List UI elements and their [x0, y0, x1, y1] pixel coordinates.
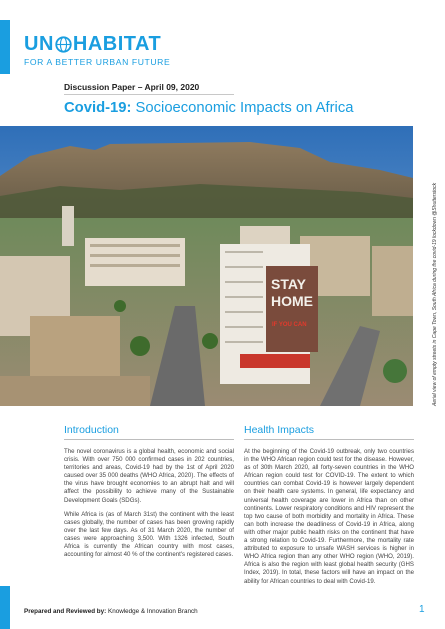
billboard-line1: STAY — [271, 276, 307, 292]
paper-label: Discussion Paper – April 09, 2020 — [64, 82, 200, 92]
cover-photo — [0, 126, 413, 406]
logo-tagline: FOR A BETTER URBAN FUTURE — [24, 57, 171, 67]
billboard-line3: IF YOU CAN — [272, 322, 307, 328]
billboard-line2: HOME — [271, 293, 313, 309]
footer-label-rest: Knowledge & Innovation Branch — [106, 608, 198, 615]
accent-bar-bottom — [0, 586, 10, 629]
intro-paragraph-2: While Africa is (as of March 31st) the continent with the least cases globally, the number of cases has been growing rapidly over the last few days. As of 31 March 2020, the number of cases were approaching 3,500. With 1326 infected, South Africa is currently the African country with most cases, accounting for almost 40 % of the continent's registered cases. — [64, 510, 234, 559]
health-column — [244, 448, 414, 592]
title-bold: Covid-19: — [64, 100, 132, 116]
title-rest: Socioeconomic Impacts on Africa — [131, 100, 354, 116]
footer-label-bold: Prepared and Reviewed by: — [24, 608, 107, 615]
intro-column — [64, 448, 234, 565]
footer-credit — [24, 608, 198, 615]
intro-divider — [64, 439, 234, 440]
health-paragraph-1: At the beginning of the Covid-19 outbreak, only two countries in the WHO African region could test for the disease. However, as of 30th March 2020, all forty-seven countries in the WHO African region could test for COVID-19. The extent to which countries can combat Covid-19 is however largely dependent on their health care systems. In general, life expectancy and universal health coverage are lower in Africa than on other continents. Lower respiratory conditions and HIV represent the top two cause of both morbidity and mortality in Africa. These can both increase the deadliness of Covid-19 in Africa, along with other major public health risks on the continent that have a strong relation to Covid-19. Furthermore, the mortality rate attributed to exposure to unsafe WASH services is higher in WHO Africa region than any other WHO region (WHO, 2019). Africa is also the region with least global health security (GHS Index, 2019). In total, these factors will have an impact on the ability for African countries to deal with Covid-19. — [244, 448, 414, 585]
logo-text-un: UN — [24, 33, 54, 55]
intro-heading: Introduction — [64, 424, 119, 436]
intro-paragraph-1: The novel coronavirus is a global health, economic and social crisis. With over 750 000 confirmed cases in 202 countries, territories and areas, Covid-19 had by the 1st of April 2020 caused over 35 000 deaths (WHO Africa, 2020). The effects of the virus have brought economies to an abrupt halt and will affect the possibility to achieve many of the Sustainable Development Goals (SDGs). — [64, 448, 234, 504]
logo-text-habitat: HABITAT — [72, 33, 162, 55]
health-heading: Health Impacts — [244, 424, 315, 436]
page-title — [64, 100, 353, 116]
health-divider — [244, 439, 414, 440]
globe-icon — [55, 36, 72, 53]
title-divider — [64, 94, 234, 95]
photo-caption: Aerial view of empty streets in Cape Town, South Africa during the covid-19 lockdown @Shutterstock — [432, 182, 438, 406]
accent-bar-top — [0, 20, 10, 74]
un-habitat-logo — [24, 34, 170, 67]
page-number: 1 — [419, 604, 425, 615]
